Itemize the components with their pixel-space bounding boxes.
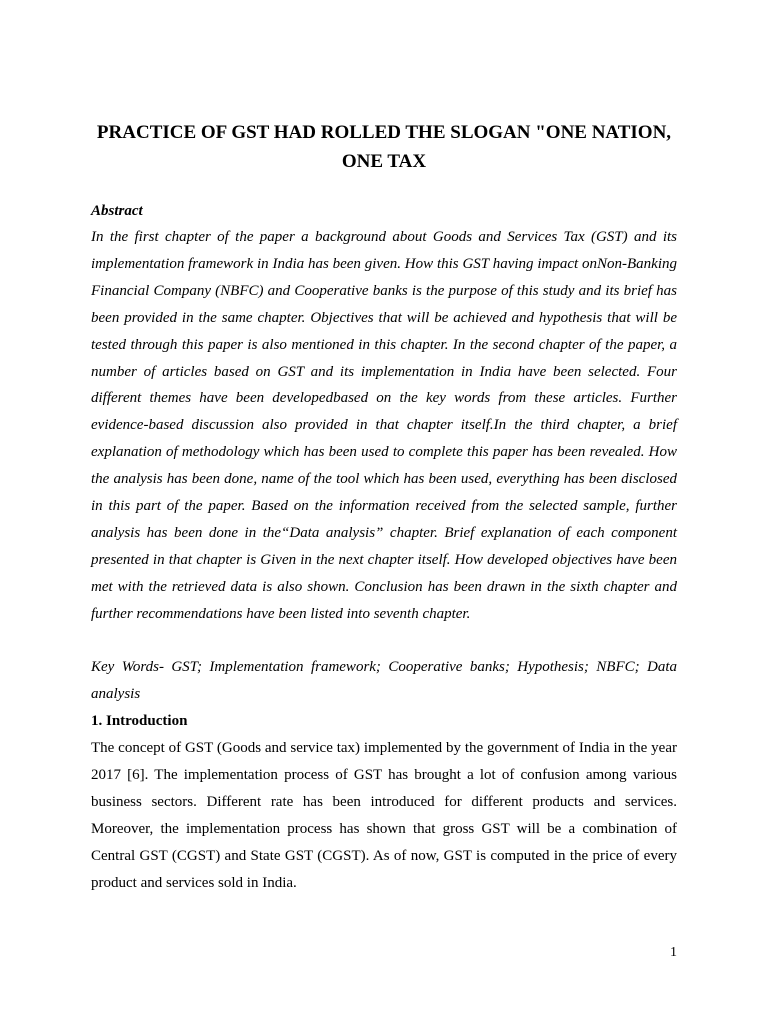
page-number: 1 <box>670 945 677 960</box>
introduction-text: The concept of GST (Goods and service tax) implemented by the government of India in the year 2017 [6]. The implementation process of GST has brought a lot of confusion among various business sectors. Different rate has been introduced for different products and services. Moreover, the implementation process has shown that gross GST will be a combination of Central GST (CGST) and State GST (CGST). As of now, GST is computed in the price of every product and services sold in India. <box>91 740 677 891</box>
abstract-heading: Abstract <box>91 203 143 219</box>
paper-content <box>91 198 677 897</box>
paper-title: PRACTICE OF GST HAD ROLLED THE SLOGAN "ONE NATION, ONE TAX <box>96 122 672 172</box>
abstract-text: In the first chapter of the paper a background about Goods and Services Tax (GST) and its implementation framework in India has been given. How this GST having impact onNon-Banking Financial Company (NBFC) and Cooperative banks is the purpose of this study and its brief has been provided in the same chapter. Objectives that will be achieved and hypothesis that will be tested through this paper is also mentioned in this chapter. In the second chapter of the paper, a number of articles based on GST and its implementation in India have been selected. Four different themes have been developedbased on the key words from these articles. Further evidence-based discussion also provided in that chapter itself.In the third chapter, a brief explanation of methodology which has been used to complete this paper has been revealed. How the analysis has been done, name of the tool which has been used, everything has been disclosed in this part of the paper. Based on the information received from the selected sample, further analysis has been done in the“Data analysis” chapter. Brief explanation of each component presented in that chapter is Given in the next chapter itself. How developed objectives have been met with the retrieved data is also shown. Conclusion has been drawn in the sixth chapter and further recommendations have been listed into seventh chapter. <box>91 229 677 622</box>
keywords-text: Key Words- GST; Implementation framework; Cooperative banks; Hypothesis; NBFC; Data analysis <box>91 659 677 703</box>
introduction-heading: 1. Introduction <box>91 713 188 730</box>
